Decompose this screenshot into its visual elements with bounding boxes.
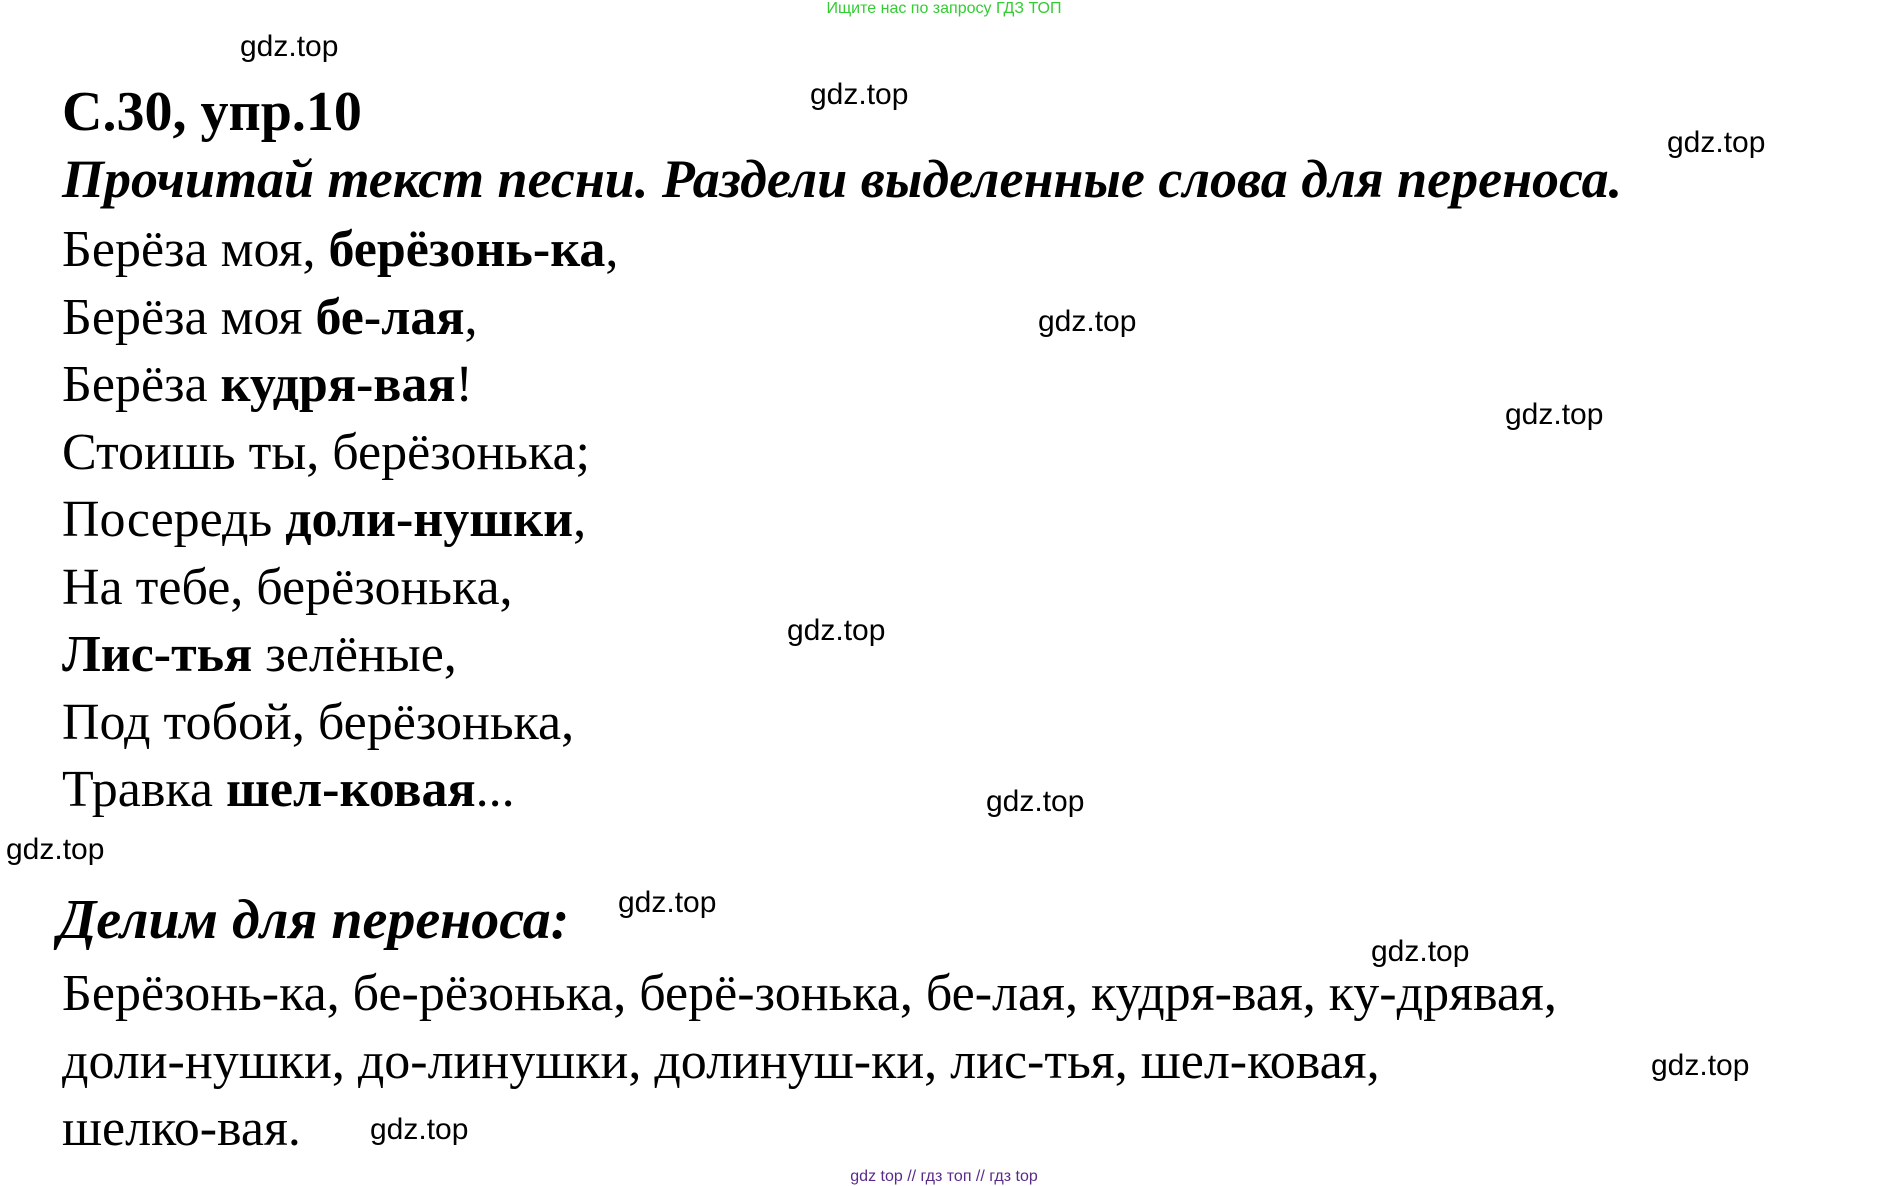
poem-line: Стоишь ты, берёзонька;: [62, 423, 590, 481]
answer-line: Берёзонь-ка, бе-рёзонька, берё-зонька, бе-лая, кудря-вая, ку-дрявая,: [62, 965, 1557, 1022]
poem-line: Под тобой, берёзонька,: [62, 693, 575, 751]
answer-line: доли-нушки, до-линушки, долинуш-ки, лис-тья, шел-ковая,: [62, 1032, 1380, 1090]
watermark: gdz.top: [6, 833, 105, 866]
poem-line: На тебе, берёзонька,: [62, 558, 513, 616]
watermark: gdz.top: [370, 1113, 469, 1146]
task-instruction: Прочитай текст песни. Раздели выделенные слова для переноса.: [62, 149, 1623, 209]
poem-line: Берёза кудря-вая!: [62, 356, 473, 413]
poem-line: Лис-тья зелёные,: [62, 626, 457, 683]
watermark: gdz.top: [618, 886, 717, 919]
watermark: gdz.top: [986, 785, 1085, 818]
watermark: gdz.top: [240, 30, 339, 63]
poem-text: [62, 216, 618, 824]
watermark: gdz.top: [810, 78, 909, 111]
watermark: gdz.top: [1371, 935, 1470, 968]
poem-line: Посередь доли-нушки,: [62, 491, 587, 548]
answer-line: шелко-вая.: [62, 1100, 301, 1157]
exercise-heading: С.30, упр.10: [62, 81, 362, 143]
poem-line: Берёза моя, берёзонь-ка,: [62, 221, 619, 278]
watermark: gdz.top: [1038, 305, 1137, 338]
answer-text: [62, 960, 1557, 1163]
answer-title: Делим для переноса:: [58, 889, 570, 951]
watermark: gdz.top: [1651, 1049, 1750, 1082]
poem-line: Травка шел-ковая...: [62, 761, 515, 818]
watermark: gdz.top: [1505, 398, 1604, 431]
footer-links: gdz top // гдз топ // гдз top: [850, 1168, 1038, 1185]
poem-line: Берёза моя бе-лая,: [62, 288, 478, 346]
top-banner: Ищите нас по запросу ГДЗ ТОП: [826, 0, 1062, 17]
watermark: gdz.top: [1667, 126, 1766, 159]
watermark: gdz.top: [787, 614, 886, 647]
